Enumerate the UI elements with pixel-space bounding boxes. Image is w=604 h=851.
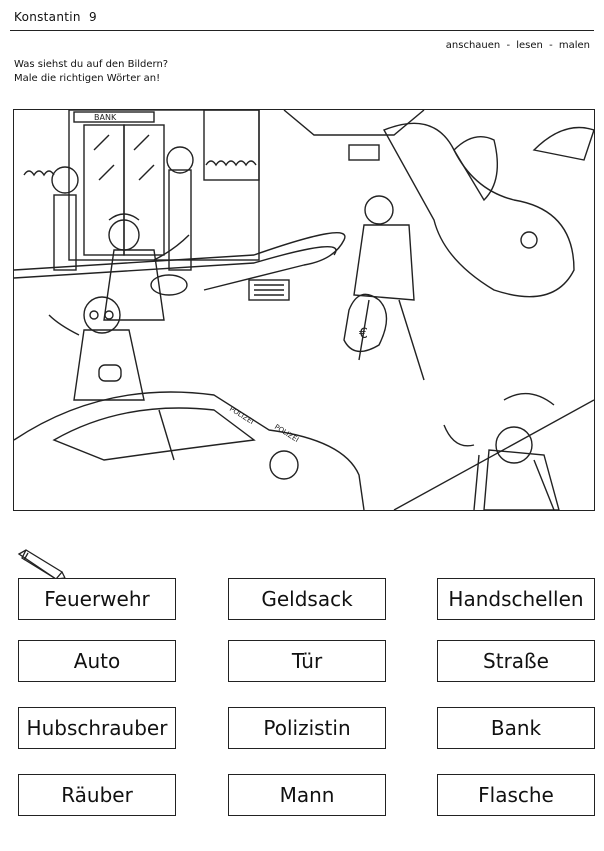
step-separator: -: [549, 40, 553, 51]
word-box-bank[interactable]: Bank: [437, 707, 595, 749]
word-box-hubschrauber[interactable]: Hubschrauber: [18, 707, 176, 749]
instruction-line-1: Was siehst du auf den Bildern?: [14, 59, 169, 70]
word-box-handschellen[interactable]: Handschellen: [437, 578, 595, 620]
step-look: anschauen: [445, 40, 501, 51]
worksheet-header: [14, 10, 97, 24]
word-box-feuerwehr[interactable]: Feuerwehr: [18, 578, 176, 620]
robber-body: [354, 225, 414, 300]
task-steps: [446, 40, 590, 51]
word-box-geldsack[interactable]: Geldsack: [228, 578, 386, 620]
step-separator: -: [506, 40, 511, 51]
step-read: lesen: [516, 40, 543, 51]
sheet-number: 9: [89, 10, 97, 24]
policewoman-head: [496, 427, 532, 463]
frying-pan: [151, 275, 187, 295]
police-car: [14, 392, 364, 510]
bank-door-right: [124, 125, 164, 255]
pillar-right: [169, 170, 191, 270]
word-box-polizistin[interactable]: Polizistin: [228, 707, 386, 749]
scene-drawing: [14, 110, 594, 510]
word-box-tuer[interactable]: Tür: [228, 640, 386, 682]
svg-text:€: €: [359, 326, 368, 342]
word-box-flasche[interactable]: Flasche: [437, 774, 595, 816]
word-box-raeuber[interactable]: Räuber: [18, 774, 176, 816]
siren-light: [99, 365, 121, 381]
robber-head: [365, 196, 393, 224]
car-door-text: POLIZEI: [272, 422, 301, 444]
pillar-left: [54, 195, 76, 270]
car-hood-text: POLIZEI: [227, 404, 256, 426]
word-box-mann[interactable]: Mann: [228, 774, 386, 816]
pencil-icon: [16, 548, 66, 582]
instructions: [14, 58, 168, 86]
bank-door-left: [84, 125, 124, 255]
word-box-strasse[interactable]: Straße: [437, 640, 595, 682]
step-paint: malen: [558, 40, 590, 51]
instruction-line-2: Male die richtigen Wörter an!: [14, 73, 161, 84]
policewoman-body: [484, 450, 559, 510]
word-box-auto[interactable]: Auto: [18, 640, 176, 682]
police-scene-illustration: [13, 109, 595, 511]
header-divider: [10, 30, 594, 31]
bank-sign-text: BANK: [94, 113, 117, 122]
student-name: Konstantin: [14, 10, 81, 24]
